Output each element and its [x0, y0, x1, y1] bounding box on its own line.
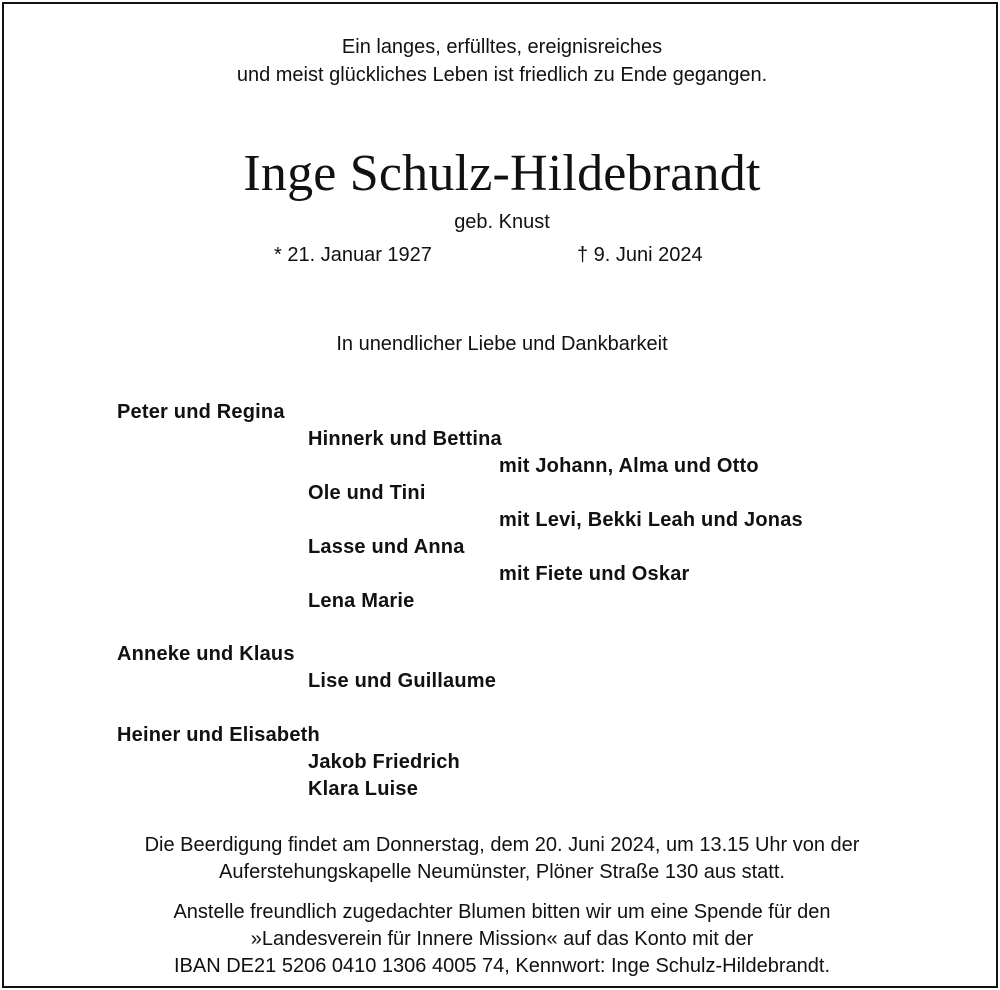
intro-line-1: Ein langes, erfülltes, ereignisreiches	[341, 36, 663, 58]
obituary-notice	[2, 2, 998, 988]
intro-line-2: und meist glückliches Leben ist friedlich zu Ende gegangen.	[236, 64, 768, 86]
family-member: Lena Marie	[308, 590, 415, 612]
maiden-name: geb. Knust	[454, 211, 550, 233]
family-member: mit Levi, Bekki Leah und Jonas	[499, 509, 803, 531]
donation-line-1: Anstelle freundlich zugedachter Blumen bitten wir um eine Spende für den	[173, 901, 831, 923]
funeral-line-1: Die Beerdigung findet am Donnerstag, dem 20. Juni 2024, um 13.15 Uhr von der	[144, 834, 860, 856]
donation-line-3: IBAN DE21 5206 0410 1306 4005 74, Kennwort: Inge Schulz-Hildebrandt.	[174, 955, 830, 977]
donation-line-2: »Landesverein für Innere Mission« auf das Konto mit der	[250, 928, 754, 950]
family-member: Klara Luise	[308, 778, 419, 800]
family-member: Peter und Regina	[117, 401, 285, 423]
family-member: mit Johann, Alma und Otto	[499, 455, 759, 477]
family-member: Anneke und Klaus	[117, 643, 295, 665]
family-member: Hinnerk und Bettina	[308, 428, 502, 450]
funeral-line-2: Auferstehungskapelle Neumünster, Plöner Straße 130 aus statt.	[219, 861, 785, 883]
deceased-name: Inge Schulz-Hildebrandt	[243, 145, 761, 202]
death-date: † 9. Juni 2024	[577, 244, 703, 266]
family-member: Jakob Friedrich	[308, 751, 460, 773]
family-member: mit Fiete und Oskar	[499, 563, 690, 585]
family-member: Lise und Guillaume	[308, 670, 497, 692]
birth-date: * 21. Januar 1927	[274, 244, 432, 266]
family-member: Heiner und Elisabeth	[117, 724, 320, 746]
dedication: In unendlicher Liebe und Dankbarkeit	[336, 333, 668, 355]
family-member: Ole und Tini	[308, 482, 426, 504]
family-member: Lasse und Anna	[308, 536, 465, 558]
